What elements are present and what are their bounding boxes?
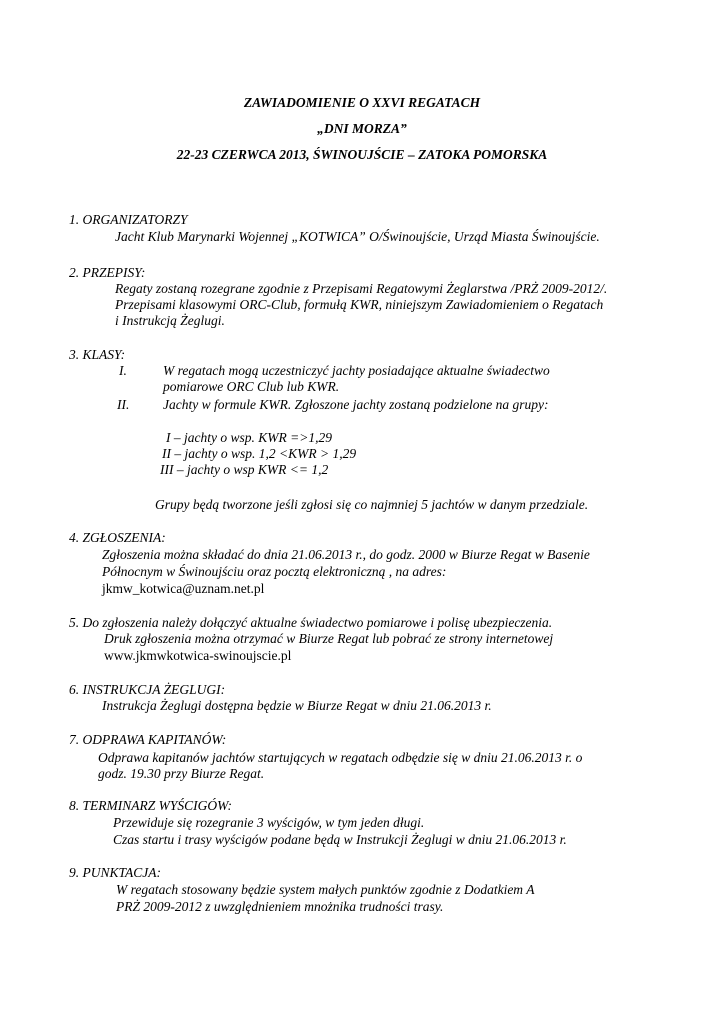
club-website-url: www.jkmwkotwica-swinoujscie.pl xyxy=(104,648,292,663)
group-3: III – jachty o wsp KWR <= 1,2 xyxy=(160,462,329,477)
document-title: ZAWIADOMIENIE O XXVI REGATACH xyxy=(243,95,481,110)
section-scoring-text-2: PRŻ 2009-2012 z uwzględnieniem mnożnika trudności trasy. xyxy=(116,899,444,914)
section-entries-text-2: Północnym w Świnoujściu oraz pocztą elektroniczną , na adres: xyxy=(102,564,447,579)
group-1: I – jachty o wsp. KWR =>1,29 xyxy=(166,430,332,445)
entries-email: jkmw_kotwica@uznam.net.pl xyxy=(102,581,265,596)
section-schedule-heading: 8. TERMINARZ WYŚCIGÓW: xyxy=(69,798,232,813)
section-organizers-text: Jacht Klub Marynarki Wojennej „KOTWICA” O/Świnoujście, Urząd Miasta Świnoujście. xyxy=(115,229,600,244)
section-schedule-text-2: Czas startu i trasy wyścigów podane będą w Instrukcji Żeglugi w dniu 21.06.2013 r. xyxy=(113,832,567,847)
section-entries-text-1: Zgłoszenia można składać do dnia 21.06.2013 r., do godz. 2000 w Biurze Regat w Basenie xyxy=(102,547,590,562)
section-rules-heading: 2. PRZEPISY: xyxy=(69,265,146,280)
class-i-text-2: pomiarowe ORC Club lub KWR. xyxy=(163,379,340,394)
section-instructions-heading: 6. INSTRUKCJA ŻEGLUGI: xyxy=(69,682,226,697)
section-scoring-heading: 9. PUNKTACJA: xyxy=(69,865,161,880)
section-attachments-text: Druk zgłoszenia można otrzymać w Biurze Regat lub pobrać ze strony internetowej xyxy=(104,631,554,646)
section-rules-text-2: Przepisami klasowymi ORC-Club, formułą KWR, niniejszym Zawiadomieniem o Regatach xyxy=(115,297,604,312)
class-ii-text: Jachty w formule KWR. Zgłoszone jachty zostaną podzielone na grupy: xyxy=(163,397,549,412)
section-entries-heading: 4. ZGŁOSZENIA: xyxy=(69,530,166,545)
section-instructions-text: Instrukcja Żeglugi dostępna będzie w Biurze Regat w dniu 21.06.2013 r. xyxy=(102,698,492,713)
section-briefing-text-2: godz. 19.30 przy Biurze Regat. xyxy=(98,766,265,781)
section-attachments-heading: 5. Do zgłoszenia należy dołączyć aktualne świadectwo pomiarowe i polisę ubezpieczenia. xyxy=(69,615,553,630)
group-2: II – jachty o wsp. 1,2 <KWR > 1,29 xyxy=(162,446,357,461)
section-rules-text-1: Regaty zostaną rozegrane zgodnie z Przepisami Regatowymi Żeglarstwa /PRŻ 2009-2012/. xyxy=(115,281,608,296)
section-scoring-text-1: W regatach stosowany będzie system małych punktów zgodnie z Dodatkiem A xyxy=(116,882,535,897)
section-organizers-heading: 1. ORGANIZATORZY xyxy=(69,212,188,227)
section-rules-text-3: i Instrukcją Żeglugi. xyxy=(115,313,225,328)
groups-note: Grupy będą tworzone jeśli zgłosi się co najmniej 5 jachtów w danym przedziale. xyxy=(155,497,589,512)
event-date-location: 22-23 CZERWCA 2013, ŚWINOUJŚCIE – ZATOKA POMORSKA xyxy=(176,147,548,162)
class-ii-number: II. xyxy=(117,397,130,412)
section-briefing-text-1: Odprawa kapitanów jachtów startujących w regatach odbędzie się w dniu 21.06.2013 r. o xyxy=(98,750,583,765)
class-i-text-1: W regatach mogą uczestniczyć jachty posiadające aktualne świadectwo xyxy=(163,363,550,378)
section-schedule-text-1: Przewiduje się rozegranie 3 wyścigów, w tym jeden długi. xyxy=(113,815,425,830)
class-i-number: I. xyxy=(119,363,127,378)
section-classes-heading: 3. KLASY: xyxy=(69,347,126,362)
section-briefing-heading: 7. ODPRAWA KAPITANÓW: xyxy=(69,732,227,747)
event-name: „DNI MORZA” xyxy=(317,121,407,136)
